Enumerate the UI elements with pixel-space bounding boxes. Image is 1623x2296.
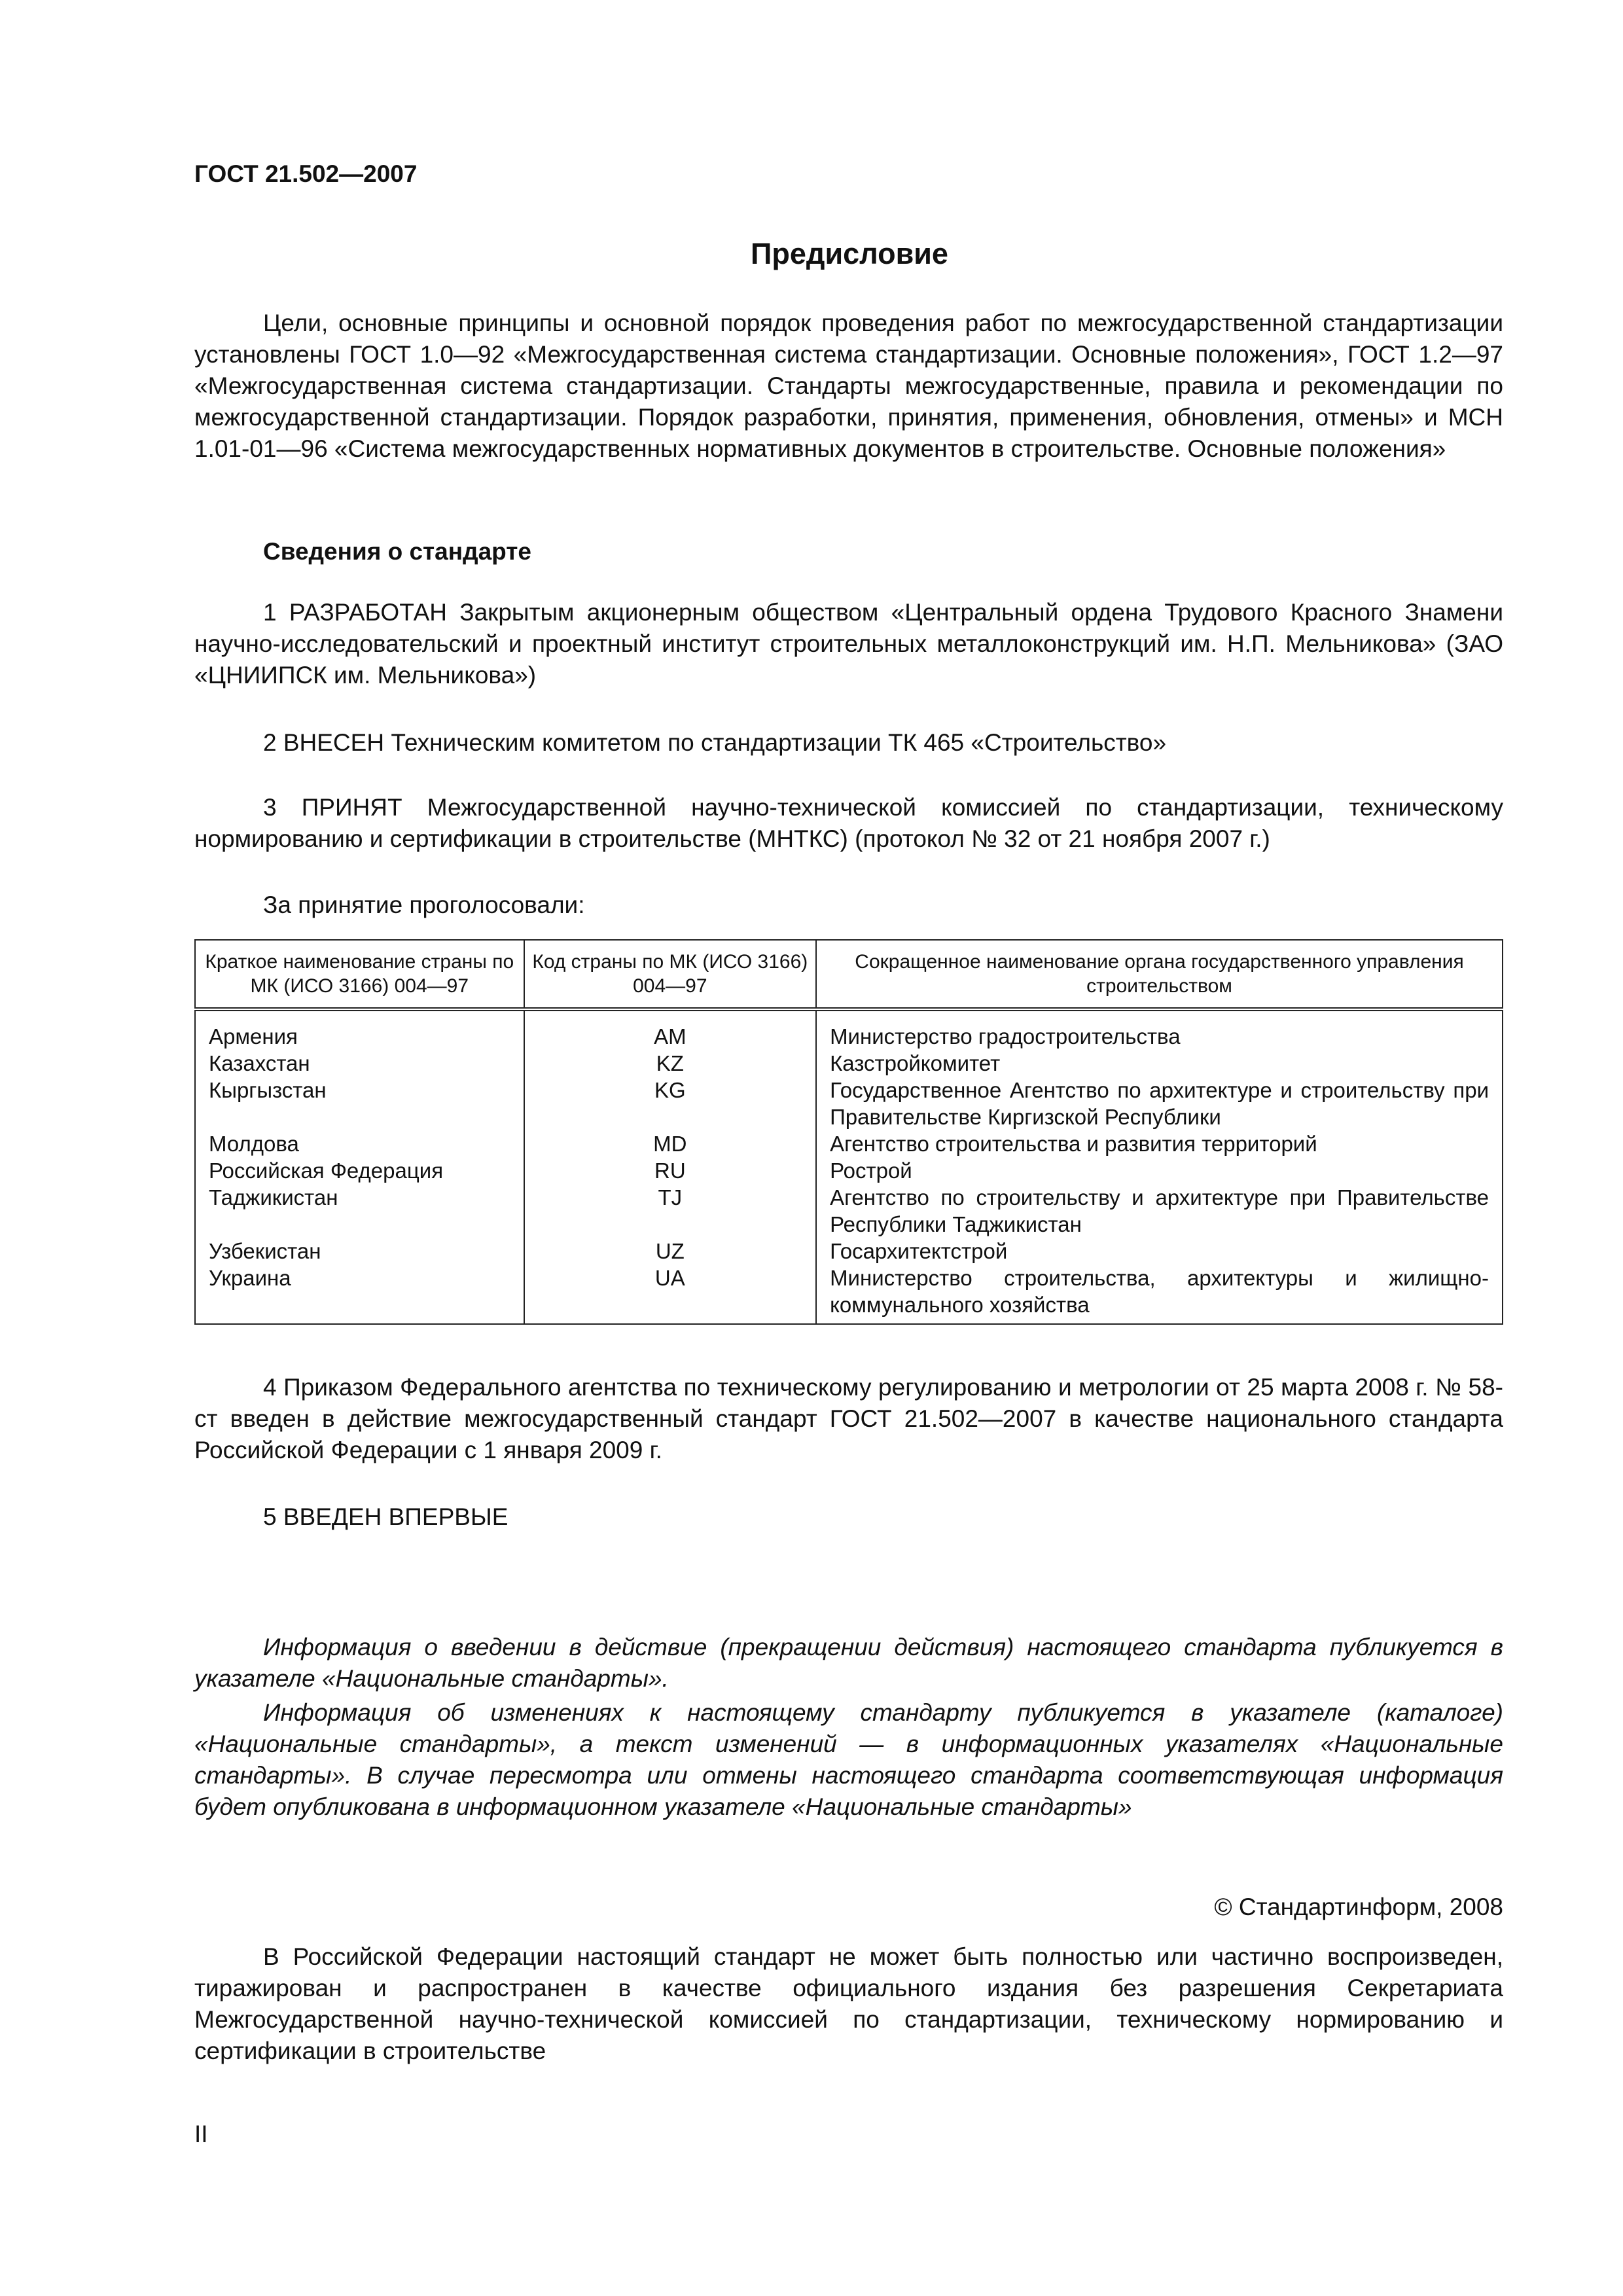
item-2-submitted: 2 ВНЕСЕН Техническим комитетом по стандартизации ТК 465 «Строительство» <box>263 729 1167 756</box>
notice-publication: Информация о введении в действие (прекращении действия) настоящего стандарта публикуется в указателе «Национальные стандарты». <box>194 1634 1503 1692</box>
table-row <box>195 1184 1503 1238</box>
country-cell: Узбекистан <box>195 1238 524 1265</box>
table-row <box>195 1238 1503 1265</box>
org-cell: Рострой <box>816 1157 1503 1184</box>
notice-changes: Информация об изменениях к настоящему стандарту публикуется в указателе (каталоге) «Национальные стандарты», а текст изменений — в информационных указателях «Национальные стандарты». В случае пересмотра или отмены настоящего стандарта соответствующая информация будет опубликована в информационном указателе «Национальные стандарты» <box>194 1699 1503 1820</box>
rights-paragraph: В Российской Федерации настоящий стандарт не может быть полностью или частично воспроизведен, тиражирован и распространен в качестве официального издания без разрешения Секретариата Межгосударственной научно-технической комиссией по стандартизации, техническому нормированию и сертификации в строительстве <box>194 1943 1503 2064</box>
org-cell: Агентство по строительству и архитектуре при Правительстве Республики Таджикистан <box>816 1184 1503 1238</box>
item-4-enacted: 4 Приказом Федерального агентства по техническому регулированию и метрологии от 25 марта 2008 г. № 58-ст введен в действие межгосударственный стандарт ГОСТ 21.502—2007 в качестве национального стандарта Российской Федерации с 1 января 2009 г. <box>194 1374 1503 1463</box>
page-number: II <box>194 2121 208 2147</box>
intro-paragraph: Цели, основные принципы и основной порядок проведения работ по межгосударственной стандартизации установлены ГОСТ 1.0—92 «Межгосударственная система стандартизации. Основные положения», ГОСТ 1.2—97 «Межгосударственная система стандартизации. Стандарты межгосударственные, правила и рекомендации по межгосударственной стандартизации. Порядок разработки, принятия, применения, обновления, отмены» и МСН 1.01-01—96 «Система межгосударственных нормативных документов в строительстве. Основные положения» <box>194 310 1503 462</box>
code-cell: TJ <box>524 1184 816 1238</box>
country-cell: Казахстан <box>195 1050 524 1077</box>
table-row <box>195 1157 1503 1184</box>
org-cell: Госархитектстрой <box>816 1238 1503 1265</box>
code-cell: MD <box>524 1130 816 1157</box>
code-cell: RU <box>524 1157 816 1184</box>
country-cell: Кыргызстан <box>195 1077 524 1130</box>
column-header-code: Код страны по МК (ИСО 3166) 004—97 <box>524 940 816 1009</box>
org-cell: Государственное Агентство по архитектуре и строительству при Правительстве Киргизской Республики <box>816 1077 1503 1130</box>
item-5-introduced: 5 ВВЕДЕН ВПЕРВЫЕ <box>263 1503 508 1530</box>
voting-table <box>194 939 1503 1325</box>
table-row <box>195 1009 1503 1050</box>
column-header-country: Краткое наименование страны по МК (ИСО 3166) 004—97 <box>195 940 524 1009</box>
country-cell: Таджикистан <box>195 1184 524 1238</box>
info-heading: Сведения о стандарте <box>263 538 531 565</box>
table-row <box>195 1130 1503 1157</box>
country-cell: Армения <box>195 1009 524 1050</box>
item-3-adopted: 3 ПРИНЯТ Межгосударственной научно-технической комиссией по стандартизации, техническому нормированию и сертификации в строительстве (МНТКС) (протокол № 32 от 21 ноября 2007 г.) <box>194 794 1503 852</box>
standard-code-header: ГОСТ 21.502—2007 <box>194 160 418 187</box>
code-cell: KG <box>524 1077 816 1130</box>
column-header-org: Сокращенное наименование органа государственного управления строительством <box>816 940 1503 1009</box>
country-cell: Молдова <box>195 1130 524 1157</box>
table-row <box>195 1265 1503 1324</box>
org-cell: Агентство строительства и развития территорий <box>816 1130 1503 1157</box>
org-cell: Министерство строительства, архитектуры и жилищно-коммунального хозяйства <box>816 1265 1503 1324</box>
page-title: Предисловие <box>751 237 948 270</box>
code-cell: UZ <box>524 1238 816 1265</box>
country-cell: Российская Федерация <box>195 1157 524 1184</box>
voted-label: За принятие проголосовали: <box>263 891 585 918</box>
code-cell: KZ <box>524 1050 816 1077</box>
table-header-row <box>195 940 1503 1009</box>
org-cell: Министерство градостроительства <box>816 1009 1503 1050</box>
org-cell: Казстройкомитет <box>816 1050 1503 1077</box>
table-row <box>195 1050 1503 1077</box>
table-row <box>195 1077 1503 1130</box>
code-cell: AM <box>524 1009 816 1050</box>
copyright-line: © Стандартинформ, 2008 <box>1214 1893 1503 1920</box>
item-1-developed: 1 РАЗРАБОТАН Закрытым акционерным обществом «Центральный ордена Трудового Красного Знамени научно-исследовательский и проектный институт строительных металлоконструкций им. Н.П. Мельникова» (ЗАО «ЦНИИПСК им. Мельникова») <box>194 599 1503 689</box>
code-cell: UA <box>524 1265 816 1324</box>
country-cell: Украина <box>195 1265 524 1324</box>
